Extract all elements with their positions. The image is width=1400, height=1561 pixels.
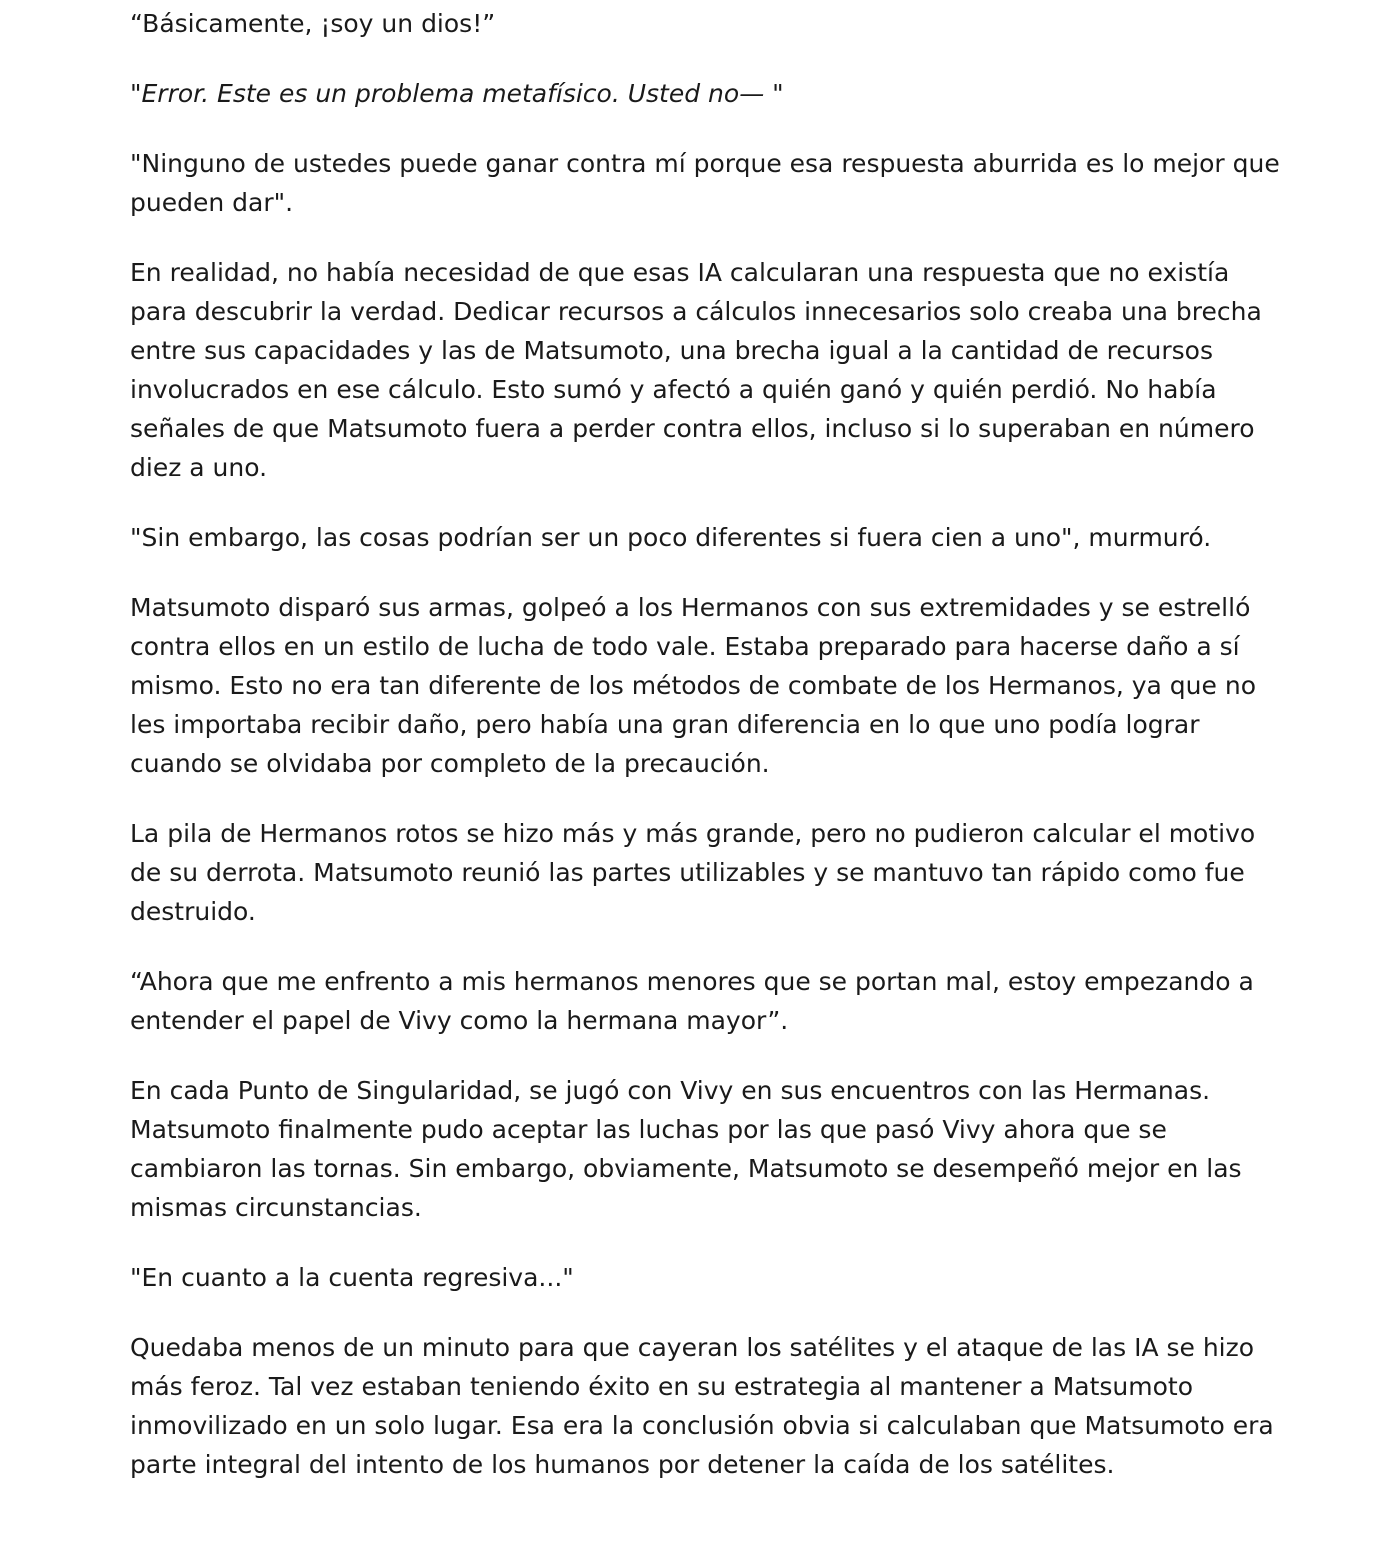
paragraph-9: En cada Punto de Singularidad, se jugó con Vivy en sus encuentros con las Hermanas. Matsumoto finalmente pudo aceptar las luchas por las que pasó Vivy ahora que se cambiaron las tornas. Sin embargo, obviamente, Matsumoto se desempeñó mejor en las mismas circunstancias. [130, 1076, 1242, 1222]
paragraph-6: Matsumoto disparó sus armas, golpeó a los Hermanos con sus extremidades y se estrelló contra ellos en un estilo de lucha de todo vale. Estaba preparado para hacerse daño a sí mismo. Esto no era tan diferente de los métodos de combate de los Hermanos, ya que no les importaba recibir daño, pero había una gran diferencia en lo que uno podía lograr cuando se olvidaba por completo de la precaución. [130, 593, 1256, 778]
paragraph-2: "Error. Este es un problema metafísico. Usted no— " [130, 79, 784, 108]
paragraph-11: Quedaba menos de un minuto para que cayeran los satélites y el ataque de las IA se hizo más feroz. Tal vez estaban teniendo éxito en su estrategia al mantener a Matsumoto inmovilizado en un solo lugar. Esa era la conclusión obvia si calculaban que Matsumoto era parte integral del intento de los humanos por detener la caída de los satélites. [130, 1333, 1274, 1479]
paragraph-5: "Sin embargo, las cosas podrían ser un poco diferentes si fuera cien a uno", murmuró. [130, 523, 1212, 552]
paragraph-3: "Ninguno de ustedes puede ganar contra mí porque esa respuesta aburrida es lo mejor que pueden dar". [130, 149, 1280, 217]
document-page [130, 0, 1290, 1515]
paragraph-10: "En cuanto a la cuenta regresiva..." [130, 1263, 574, 1292]
paragraph-8: “Ahora que me enfrento a mis hermanos menores que se portan mal, estoy empezando a entender el papel de Vivy como la hermana mayor”. [130, 967, 1254, 1035]
paragraph-4: En realidad, no había necesidad de que esas IA calcularan una respuesta que no existía para descubrir la verdad. Dedicar recursos a cálculos innecesarios solo creaba una brecha entre sus capacidades y las de Matsumoto, una brecha igual a la cantidad de recursos involucrados en ese cálculo. Esto sumó y afectó a quién ganó y quién perdió. No había señales de que Matsumoto fuera a perder contra ellos, incluso si lo superaban en número diez a uno. [130, 258, 1262, 482]
paragraph-1: “Básicamente, ¡soy un dios!” [130, 9, 496, 38]
paragraph-7: La pila de Hermanos rotos se hizo más y más grande, pero no pudieron calcular el motivo de su derrota. Matsumoto reunió las partes utilizables y se mantuvo tan rápido como fue destruido. [130, 819, 1256, 926]
